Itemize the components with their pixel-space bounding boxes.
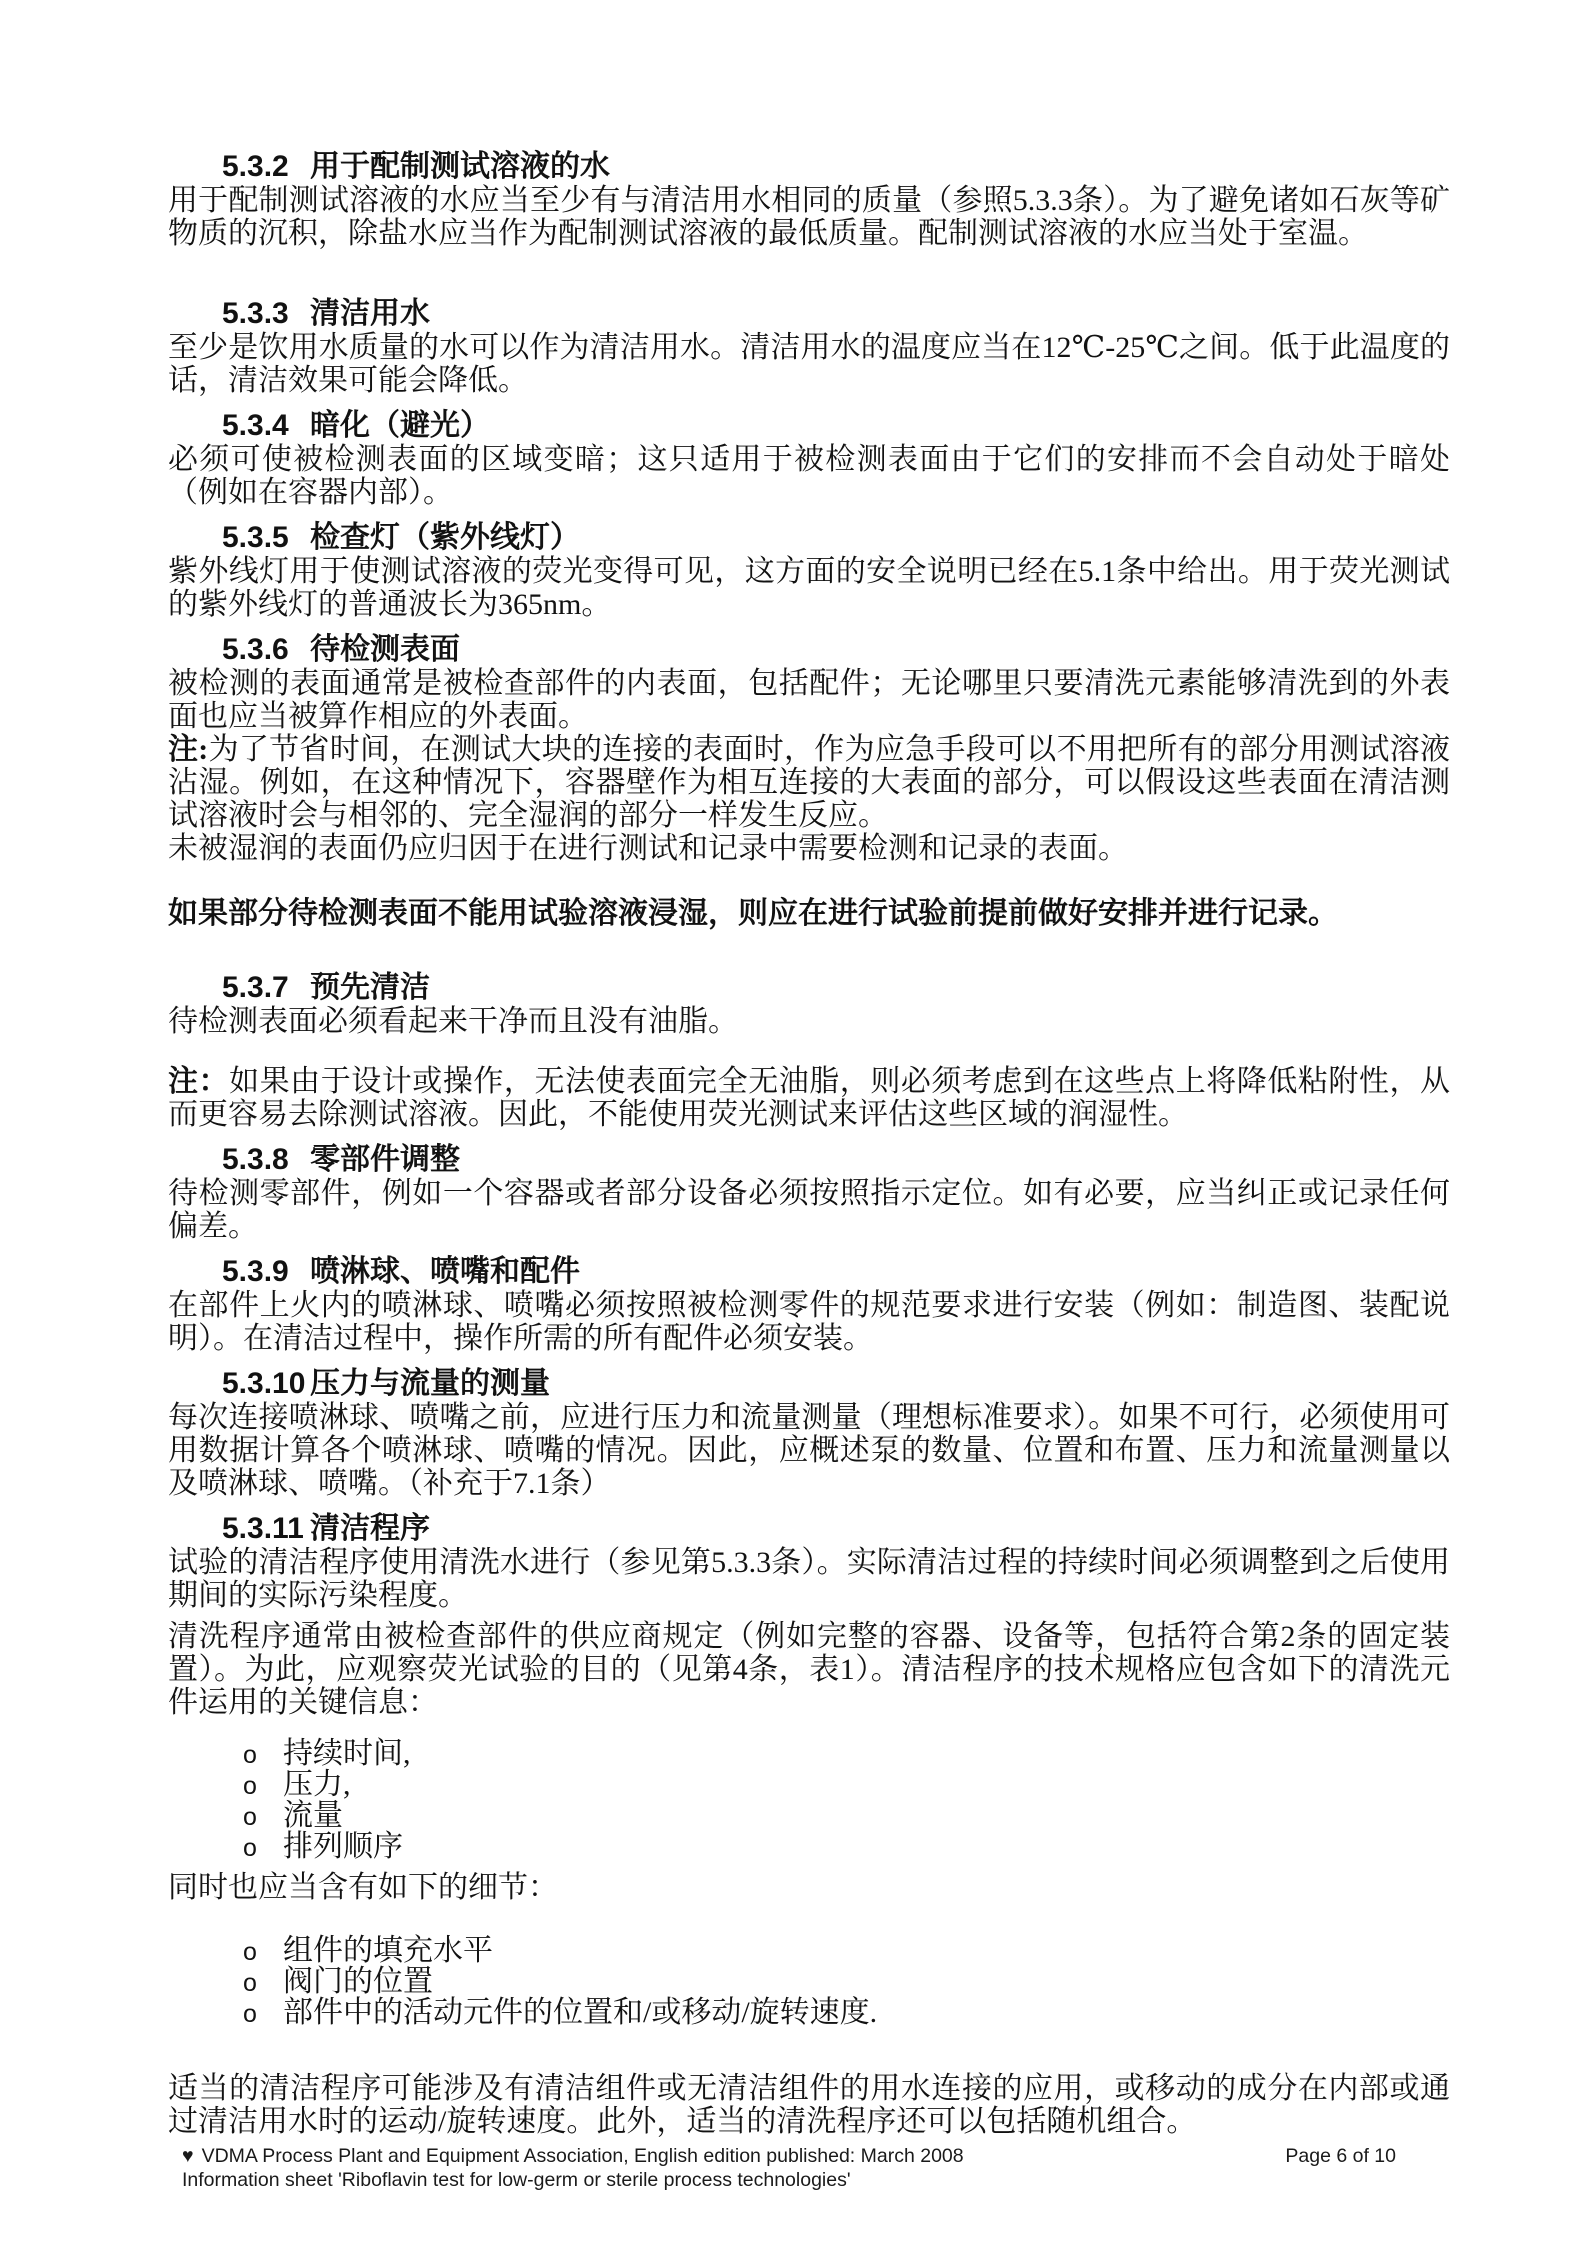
section-5-3-5-title: 检查灯（紫外线灯） [310,521,580,554]
bullet-marker: o [243,1772,257,1800]
footer-sheet-title: Information sheet 'Riboflavin test for low-germ or sterile process technologies' [182,2169,851,2191]
note-label: 注： [168,1065,230,1098]
section-5-3-11-title: 清洁程序 [310,1512,430,1545]
section-5-3-9-number: 5.3.9 [222,1255,289,1288]
list-item-text: 排列顺序 [283,1830,403,1863]
note-text: 为了节省时间，在测试大块的连接的表面时，作为应急手段可以不用把所有的部分用测试溶液沾湿。例如，在这种情况下，容器壁作为相互连接的大表面的部分，可以假设这些表面在清洁测试溶液时会与相邻的、完全湿润的部分一样发生反应。 [168,733,1450,832]
section-5-3-8-body: 待检测零部件，例如一个容器或者部分设备必须按照指示定位。如有必要，应当纠正或记录任何偏差。 [168,1177,1450,1243]
bullet-marker: o [243,2000,257,2028]
list-item-text: 压力, [283,1768,351,1801]
list-item [168,1832,1450,1863]
details-intro-paragraph: 同时也应当含有如下的细节： [168,1871,558,1904]
page-footer [168,2144,1450,2192]
list-item-text: 流量 [283,1799,343,1832]
note-label: 注: [168,733,209,766]
bullet-marker: o [243,1969,257,1997]
section-5-3-6-heading [168,633,1450,667]
section-5-3-3-number: 5.3.3 [222,297,289,330]
section-5-3-7-note [168,1065,1450,1131]
list-item-text: 组件的填充水平 [283,1934,493,1967]
list-item-text: 持续时间, [283,1737,411,1770]
section-5-3-3-heading [168,297,1450,331]
section-5-3-10-heading [168,1367,1450,1401]
section-5-3-5-heading [168,521,1450,555]
section-5-3-6-body: 被检测的表面通常是被检查部件的内表面，包括配件；无论哪里只要清洗元素能够清洗到的外表面也应当被算作相应的外表面。 [168,667,1450,733]
section-5-3-10-body: 每次连接喷淋球、喷嘴之前，应进行压力和流量测量（理想标准要求）。如果不可行，必须使用可用数据计算各个喷淋球、喷嘴的情况。因此，应概述泵的数量、位置和布置、压力和流量测量以及喷淋球、喷嘴。（补充于7.1条） [168,1401,1450,1500]
section-5-3-7-title: 预先清洁 [310,971,430,1004]
wetting-notice: 如果部分待检测表面不能用试验溶液浸湿，则应在进行试验前提前做好安排并进行记录。 [168,897,1338,930]
section-5-3-5-number: 5.3.5 [222,521,289,554]
section-5-3-3-title: 清洁用水 [310,297,430,330]
bullet-marker: o [243,1938,257,1966]
section-5-3-6-number: 5.3.6 [222,633,289,666]
section-5-3-4-number: 5.3.4 [222,409,289,442]
list-item [168,1801,1450,1832]
section-5-3-2-body: 用于配制测试溶液的水应当至少有与清洁用水相同的质量（参照5.3.3条）。为了避免诸如石灰等矿物质的沉积，除盐水应当作为配制测试溶液的最低质量。配制测试溶液的水应当处于室温。 [168,184,1450,250]
heart-icon: ♥ [182,2145,194,2167]
section-5-3-4-body: 必须可使被检测表面的区域变暗；这只适用于被检测表面由于它们的安排而不会自动处于暗处（例如在容器内部）。 [168,443,1450,509]
section-5-3-10-title: 压力与流量的测量 [310,1367,550,1400]
section-5-3-3-body: 至少是饮用水质量的水可以作为清洁用水。清洁用水的温度应当在12℃-25℃之间。低于此温度的话，清洁效果可能会降低。 [168,331,1450,397]
bullet-marker: o [243,1834,257,1862]
footer-first-row [182,2144,1450,2168]
section-5-3-11-body: 试验的清洁程序使用清洗水进行（参见第5.3.3条）。实际清洁过程的持续时间必须调整到之后使用期间的实际污染程度。 [168,1546,1450,1612]
section-5-3-9-body: 在部件上火内的喷淋球、喷嘴必须按照被检测零件的规范要求进行安装（例如：制造图、装配说明）。在清洁过程中，操作所需的所有配件必须安装。 [168,1289,1450,1355]
section-5-3-8-title: 零部件调整 [310,1143,460,1176]
note-text: 如果由于设计或操作，无法使表面完全无油脂，则必须考虑到在这些点上将降低粘附性，从而更容易去除测试溶液。因此，不能使用荧光测试来评估这些区域的润湿性。 [168,1065,1451,1131]
page-number: Page 6 of 10 [1285,2145,1396,2167]
list-item [168,1739,1450,1770]
section-5-3-7-body: 待检测表面必须看起来干净而且没有油脂。 [168,1005,738,1038]
section-5-3-2-number: 5.3.2 [222,150,289,183]
section-5-3-8-number: 5.3.8 [222,1143,289,1176]
bullet-marker: o [243,1741,257,1769]
bullet-marker: o [243,1803,257,1831]
footer-publisher-line [182,2144,964,2168]
section-5-3-2-title: 用于配制测试溶液的水 [310,150,610,183]
section-5-3-4-title: 暗化（避光） [310,409,490,442]
section-5-3-2-heading [168,150,1450,184]
list-item [168,1998,1450,2029]
section-5-3-6-note [168,733,1450,832]
section-5-3-4-heading [168,409,1450,443]
section-5-3-6-addendum: 未被湿润的表面仍应归因于在进行测试和记录中需要检测和记录的表面。 [168,832,1128,865]
section-5-3-11-number: 5.3.11 [222,1512,304,1545]
section-5-3-10-number: 5.3.10 [222,1367,306,1400]
list-item-text: 阀门的位置 [283,1965,433,1998]
footer-publisher-text: VDMA Process Plant and Equipment Association, English edition published: March 2008 [201,2145,964,2167]
list-item [168,1936,1450,1967]
details-list [168,1936,1450,2029]
list-item [168,1770,1450,1801]
list-item [168,1967,1450,1998]
cleaning-spec-list [168,1739,1450,1863]
section-5-3-11-heading [168,1512,1450,1546]
appropriate-procedure-paragraph: 适当的清洁程序可能涉及有清洁组件或无清洁组件的用水连接的应用，或移动的成分在内部或通过清洁用水时的运动/旋转速度。此外，适当的清洗程序还可以包括随机组合。 [168,2072,1450,2138]
section-5-3-9-title: 喷淋球、喷嘴和配件 [310,1255,580,1288]
section-5-3-9-heading [168,1255,1450,1289]
cleaning-procedure-paragraph: 清洗程序通常由被检查部件的供应商规定（例如完整的容器、设备等，包括符合第2条的固定装置）。为此，应观察荧光试验的目的（见第4条，表1）。清洁程序的技术规格应包含如下的清洗元件运用的关键信息： [168,1620,1450,1719]
section-5-3-5-body: 紫外线灯用于使测试溶液的荧光变得可见，这方面的安全说明已经在5.1条中给出。用于荧光测试的紫外线灯的普通波长为365nm。 [168,555,1450,621]
list-item-text: 部件中的活动元件的位置和/或移动/旋转速度. [283,1996,878,2029]
section-5-3-6-title: 待检测表面 [310,633,460,666]
section-5-3-8-heading [168,1143,1450,1177]
section-5-3-7-number: 5.3.7 [222,971,289,1004]
section-5-3-7-heading [168,971,1450,1005]
